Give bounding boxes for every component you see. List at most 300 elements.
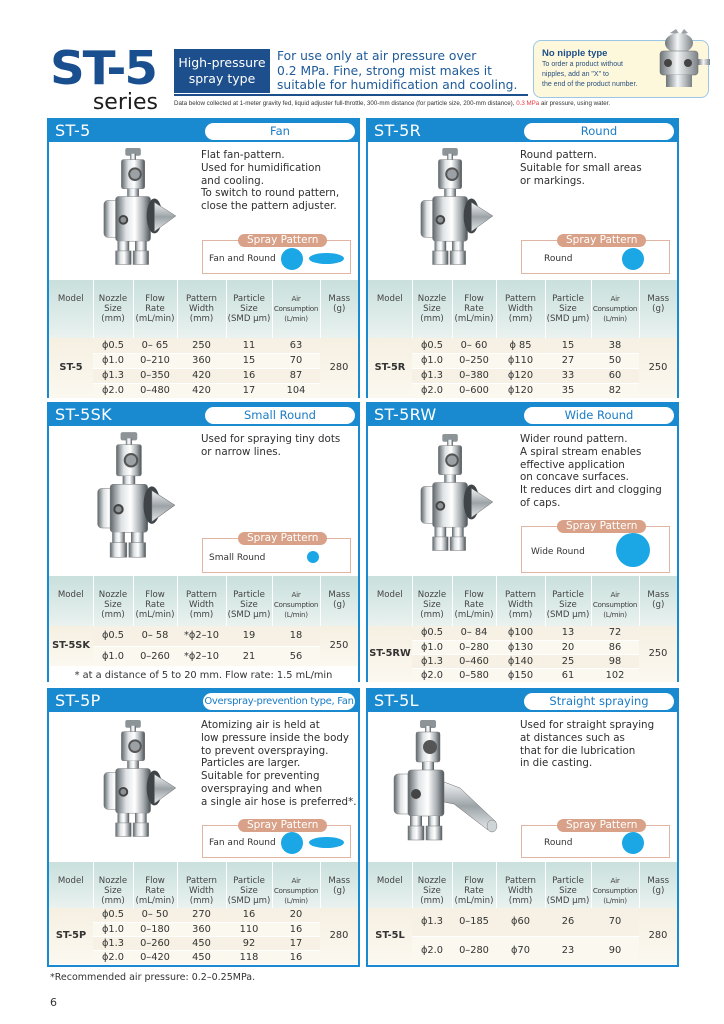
desc-line: Wider round pattern. [520,433,628,445]
badge-line-2: spray type [188,71,256,86]
cell-width: 360 [177,922,226,936]
desc-line: Particles are larger. [201,757,301,770]
panel-header [49,120,358,142]
cell-width: 270 [177,908,226,922]
cell-flow: 0–260 [133,936,177,950]
spray-type-pill: Wide Round [524,407,674,424]
col-particle: Particle Size (SMD μm) [226,280,272,338]
desc-line: Suitable for small areas [520,161,642,174]
panel-body [49,142,358,280]
data-conditions-note [174,100,610,107]
spray-pattern-name: Fan and Round [209,254,276,264]
spray-type-pill: Straight spraying [524,693,674,710]
cell-flow: 0–580 [452,668,496,682]
no-nipple-line-2: nipples, add an "X" to [542,71,609,78]
spray-type-pill: Overspray-prevention type, Fan [203,693,355,710]
cell-particle: 15 [226,353,272,368]
desc-line: Used for humidification [201,161,321,174]
cell-flow: 0–350 [133,368,177,383]
row-mass: 250 [639,626,677,682]
row-model: ST-5SK [49,626,93,666]
desc-line: Used for spraying tiny dots [201,433,341,445]
spray-pattern-label: Spray Pattern [557,819,646,832]
desc-line: To switch to round pattern, [201,187,340,200]
cell-air: 18 [272,626,320,646]
table-row [368,654,677,668]
desc-line: Atomizing air is held at [201,719,320,731]
cell-nozzle: ϕ1.0 [93,922,133,936]
table-row [368,383,677,398]
cell-flow: 0–250 [452,353,496,368]
spray-pattern-name: Round [544,254,573,264]
cell-nozzle: ϕ0.5 [93,338,133,353]
cell-nozzle: ϕ0.5 [93,626,133,646]
cell-nozzle: ϕ2.0 [93,383,133,398]
model-name: ST-5RW [374,405,437,424]
cell-air: 90 [591,936,639,964]
table-row [49,383,358,398]
table-row [368,338,677,353]
cell-flow: 0–180 [133,922,177,936]
cell-width: 420 [177,368,226,383]
spray-pattern-box [521,234,670,274]
cell-nozzle: ϕ2.0 [412,668,452,682]
col-model: Model [368,862,412,908]
cell-width: 360 [177,353,226,368]
col-mass: Mass (g) [647,590,670,610]
no-nipple-line-3: the end of the product number. [542,81,638,88]
spray-pattern-label: Spray Pattern [238,532,327,545]
cell-nozzle: ϕ1.0 [412,640,452,654]
round-pattern-icon [281,832,303,854]
small-round-pattern-icon [307,551,319,563]
cell-nozzle: ϕ1.3 [412,654,452,668]
desc-line: or markings. [520,174,585,187]
cell-flow: 0–185 [452,908,496,936]
col-flow: Flow Rate (mL/min) [133,862,177,908]
round-pattern-icon [622,832,644,854]
cell-air: 16 [272,922,320,936]
spec-table [49,862,358,965]
cell-flow: 0–260 [133,646,177,666]
table-row [49,368,358,383]
no-nipple-product-image [642,27,716,93]
spray-pattern-label: Spray Pattern [557,234,646,247]
panel-header [368,120,677,142]
col-nozzle: Nozzle Size (mm) [412,576,452,626]
cell-flow: 0– 50 [133,908,177,922]
col-model: Model [49,280,93,338]
recommended-pressure-note: *Recommended air pressure: 0.2–0.25MPa. [50,972,256,983]
cell-flow: 0– 65 [133,338,177,353]
panel-body [368,142,677,280]
cell-particle: 20 [545,640,591,654]
col-particle: Particle Size (SMD μm) [545,576,591,626]
product-image [77,430,185,576]
cell-width: ϕ140 [496,654,545,668]
row-model: ST-5L [368,908,412,964]
cell-width: ϕ150 [496,668,545,682]
col-pattern: Pattern Width (mm) [177,862,226,908]
table-row [368,668,677,682]
product-panel-st-5l [366,688,679,967]
no-nipple-text [542,60,652,90]
cell-nozzle: ϕ1.3 [412,908,452,936]
product-description [520,433,680,510]
panel-header [368,404,677,426]
fan-pattern-icon [309,253,344,264]
spray-pattern-name: Small Round [209,553,266,563]
product-panel-st-5 [47,118,360,398]
col-nozzle: Nozzle Size (mm) [93,576,133,626]
cell-flow: 0– 58 [133,626,177,646]
cell-flow: 0–380 [452,368,496,383]
spray-pattern-box [202,532,351,573]
col-model: Model [368,576,412,626]
cell-particle: 27 [545,353,591,368]
cell-width: ϕ110 [496,353,545,368]
spray-pattern-box [521,819,670,858]
col-flow: Flow Rate (mL/min) [133,576,177,626]
spray-pattern-label: Spray Pattern [557,520,646,533]
row-model: ST-5 [49,338,93,398]
cell-air: 87 [272,368,320,383]
spec-table [49,280,358,399]
cell-flow: 0–420 [133,950,177,964]
cell-air: 86 [591,640,639,654]
cell-air: 20 [272,908,320,922]
cell-width: *ϕ2–10 [177,646,226,666]
col-particle: Particle Size (SMD μm) [226,862,272,908]
cell-width: ϕ100 [496,626,545,640]
col-model: Model [368,280,412,338]
desc-line: or narrow lines. [201,445,281,458]
col-model: Model [49,862,93,908]
cell-nozzle: ϕ1.0 [412,353,452,368]
cell-nozzle: ϕ1.3 [93,368,133,383]
table-footnote: * at a distance of 5 to 20 mm. Flow rate: 1.5 mL/min [49,666,358,685]
desc-line: effective application [520,458,625,471]
badge-line-1: High-pressure [178,55,266,70]
col-air: Air Consumption (L/min) [591,576,639,626]
table-row [49,936,358,950]
cell-particle: 33 [545,368,591,383]
desc-line: on concave surfaces. [520,471,629,484]
model-name: ST-5L [374,691,419,710]
cell-flow: 0–600 [452,383,496,398]
col-nozzle: Nozzle Size (mm) [412,280,452,338]
model-name: ST-5 [55,121,91,140]
table-row [368,908,677,936]
cell-particle: 118 [226,950,272,964]
desc-line: in die casting. [520,757,593,770]
intro-underline [174,94,528,96]
cell-flow: 0–280 [452,936,496,964]
desc-line: A spiral stream enables [520,445,642,458]
cell-nozzle: ϕ1.3 [93,936,133,950]
table-row [368,936,677,964]
data-note-pressure: 0.3 MPa [516,100,540,107]
col-pattern: Pattern Width (mm) [496,280,545,338]
row-mass: 280 [320,338,358,398]
col-air: Air Consumption (L/min) [591,280,639,338]
cell-flow: 0– 60 [452,338,496,353]
table-row [49,908,358,922]
intro-line-2: 0.2 MPa. Fine, strong mist makes it [277,63,492,78]
cell-nozzle: ϕ1.3 [412,368,452,383]
cell-particle: 110 [226,922,272,936]
table-row [49,950,358,964]
cell-air: 104 [272,383,320,398]
desc-line: to prevent overspraying. [201,744,329,757]
cell-particle: 17 [226,383,272,398]
panel-header [368,690,677,712]
spray-pattern-label: Spray Pattern [238,234,327,247]
cell-flow: 0–460 [452,654,496,668]
cell-width: ϕ 85 [496,338,545,353]
col-pattern: Pattern Width (mm) [177,576,226,626]
desc-line: Flat fan-pattern. [201,149,285,161]
cell-nozzle: ϕ0.5 [412,626,452,640]
table-footnote-row [49,666,358,685]
cell-width: 420 [177,383,226,398]
col-flow: Flow Rate (mL/min) [133,280,177,338]
product-panel-st-5r [366,118,679,398]
intro-line-3: suitable for humidification and cooling. [277,78,518,92]
product-description [201,149,361,213]
desc-line: a single air hose is preferred*. [201,795,357,808]
desc-line: low pressure inside the body [201,731,349,744]
col-nozzle: Nozzle Size (mm) [93,862,133,908]
panel-body [49,426,358,576]
cell-nozzle: ϕ0.5 [412,338,452,353]
col-particle: Particle Size (SMD μm) [226,576,272,626]
cell-particle: 16 [226,908,272,922]
product-description [520,719,680,770]
cell-air: 102 [591,668,639,682]
desc-line: overspraying and when [201,782,323,795]
cell-air: 60 [591,368,639,383]
cell-nozzle: ϕ1.0 [93,353,133,368]
col-flow: Flow Rate (mL/min) [452,862,496,908]
row-model: ST-5RW [368,626,412,682]
cell-nozzle: ϕ2.0 [412,383,452,398]
page-number: 6 [50,996,57,1009]
product-description [201,433,361,459]
table-row [49,626,358,646]
cell-air: 17 [272,936,320,950]
cell-particle: 11 [226,338,272,353]
product-description [520,149,680,187]
panel-body [368,712,677,862]
cell-flow: 0–280 [452,640,496,654]
no-nipple-title: No nipple type [542,48,608,59]
col-mass: Mass (g) [328,294,351,314]
round-pattern-icon [622,248,644,270]
cell-width: *ϕ2–10 [177,626,226,646]
cell-nozzle: ϕ2.0 [93,950,133,964]
spray-pattern-name: Round [544,838,573,848]
table-row [368,353,677,368]
table-row [368,368,677,383]
col-pattern: Pattern Width (mm) [177,280,226,338]
row-mass: 280 [639,908,677,964]
cell-width: ϕ120 [496,368,545,383]
col-nozzle: Nozzle Size (mm) [93,280,133,338]
panel-body [368,426,677,576]
data-note-pre: Data below collected at 1-meter gravity fed, liquid adjuster full-throttle, 300-mm distance (for particle size, 200-mm distance), [174,100,515,107]
model-name: ST-5SK [55,405,112,424]
desc-line: Used for straight spraying [520,719,655,731]
data-note-post: air pressure, using water. [540,100,611,107]
product-panel-st-5sk [47,402,360,682]
col-pattern: Pattern Width (mm) [496,576,545,626]
table-row [49,353,358,368]
desc-line: and cooling. [201,174,264,187]
desc-line: It reduces dirt and clogging [520,484,662,497]
cell-particle: 15 [545,338,591,353]
desc-line: that for die lubrication [520,744,636,757]
cell-width: 450 [177,950,226,964]
cell-air: 72 [591,626,639,640]
col-air: Air Consumption (L/min) [591,862,639,908]
cell-air: 16 [272,950,320,964]
table-row [49,922,358,936]
cell-particle: 35 [545,383,591,398]
spray-pattern-name: Wide Round [531,547,585,557]
col-flow: Flow Rate (mL/min) [452,280,496,338]
table-row [49,646,358,666]
cell-air: 38 [591,338,639,353]
desc-line: close the pattern adjuster. [201,200,337,213]
spray-type-pill: Round [524,123,674,140]
cell-particle: 61 [545,668,591,682]
col-air: Air Consumption (L/min) [272,862,320,908]
col-flow: Flow Rate (mL/min) [452,576,496,626]
cell-particle: 26 [545,908,591,936]
cell-particle: 13 [545,626,591,640]
cell-particle: 16 [226,368,272,383]
desc-line: at distances such as [520,731,625,744]
cell-air: 50 [591,353,639,368]
round-pattern-icon [281,248,303,270]
model-name: ST-5R [374,121,422,140]
product-image [85,146,185,282]
product-description [201,719,361,809]
col-air: Air Consumption (L/min) [272,280,320,338]
product-image [372,718,508,858]
cell-width: 450 [177,936,226,950]
table-row [49,338,358,353]
cell-width: ϕ130 [496,640,545,654]
col-nozzle: Nozzle Size (mm) [412,862,452,908]
col-mass: Mass (g) [328,876,351,896]
cell-nozzle: ϕ0.5 [93,908,133,922]
series-code: ST-5 [50,41,156,95]
spray-pattern-box [202,234,351,274]
intro-text [277,49,529,93]
spray-type-pill: Small Round [205,407,355,424]
product-panel-st-5rw [366,402,679,682]
cell-particle: 92 [226,936,272,950]
spec-table [49,576,358,686]
product-image [85,718,185,854]
product-image [402,146,502,282]
intro-line-1: For use only at air pressure over [277,49,477,63]
cell-particle: 19 [226,626,272,646]
cell-air: 63 [272,338,320,353]
col-mass: Mass (g) [647,294,670,314]
cell-air: 98 [591,654,639,668]
product-panel-st-5p [47,688,360,967]
cell-nozzle: ϕ2.0 [412,936,452,964]
cell-air: 70 [272,353,320,368]
series-logo [50,41,162,115]
cell-air: 56 [272,646,320,666]
fan-pattern-icon [309,837,344,848]
cell-width: ϕ70 [496,936,545,964]
cell-air: 70 [591,908,639,936]
cell-flow: 0– 84 [452,626,496,640]
col-mass: Mass (g) [328,590,351,610]
spec-table [368,576,677,683]
spray-pattern-box [521,520,670,573]
col-mass: Mass (g) [647,876,670,896]
panel-header [49,690,358,712]
cell-air: 82 [591,383,639,398]
row-mass: 280 [320,908,358,964]
panel-body [49,712,358,862]
spec-table [368,862,677,965]
product-image [402,432,502,568]
high-pressure-badge [174,49,270,93]
col-air: Air Consumption (L/min) [272,576,320,626]
cell-nozzle: ϕ1.0 [93,646,133,666]
table-row [368,640,677,654]
spray-pattern-box [202,819,351,858]
series-word: series [92,90,158,115]
desc-line: Round pattern. [520,149,597,161]
spray-pattern-name: Fan and Round [209,838,276,848]
row-model: ST-5R [368,338,412,398]
panel-header [49,404,358,426]
cell-flow: 0–480 [133,383,177,398]
spray-pattern-label: Spray Pattern [238,819,327,832]
col-particle: Particle Size (SMD μm) [545,280,591,338]
cell-flow: 0–210 [133,353,177,368]
cell-width: ϕ60 [496,908,545,936]
desc-line: Suitable for preventing [201,770,320,783]
row-model: ST-5P [49,908,93,964]
cell-width: 250 [177,338,226,353]
cell-particle: 25 [545,654,591,668]
no-nipple-callout [533,40,709,98]
spec-table [368,280,677,399]
table-row [368,626,677,640]
row-mass: 250 [320,626,358,666]
col-particle: Particle Size (SMD μm) [545,862,591,908]
cell-width: ϕ120 [496,383,545,398]
col-pattern: Pattern Width (mm) [496,862,545,908]
wide-round-pattern-icon [616,533,650,567]
desc-line: of caps. [520,496,561,509]
cell-particle: 21 [226,646,272,666]
cell-particle: 23 [545,936,591,964]
spray-type-pill: Fan [205,123,355,140]
model-name: ST-5P [55,691,101,710]
row-mass: 250 [639,338,677,398]
no-nipple-line-1: To order a product without [542,61,623,68]
